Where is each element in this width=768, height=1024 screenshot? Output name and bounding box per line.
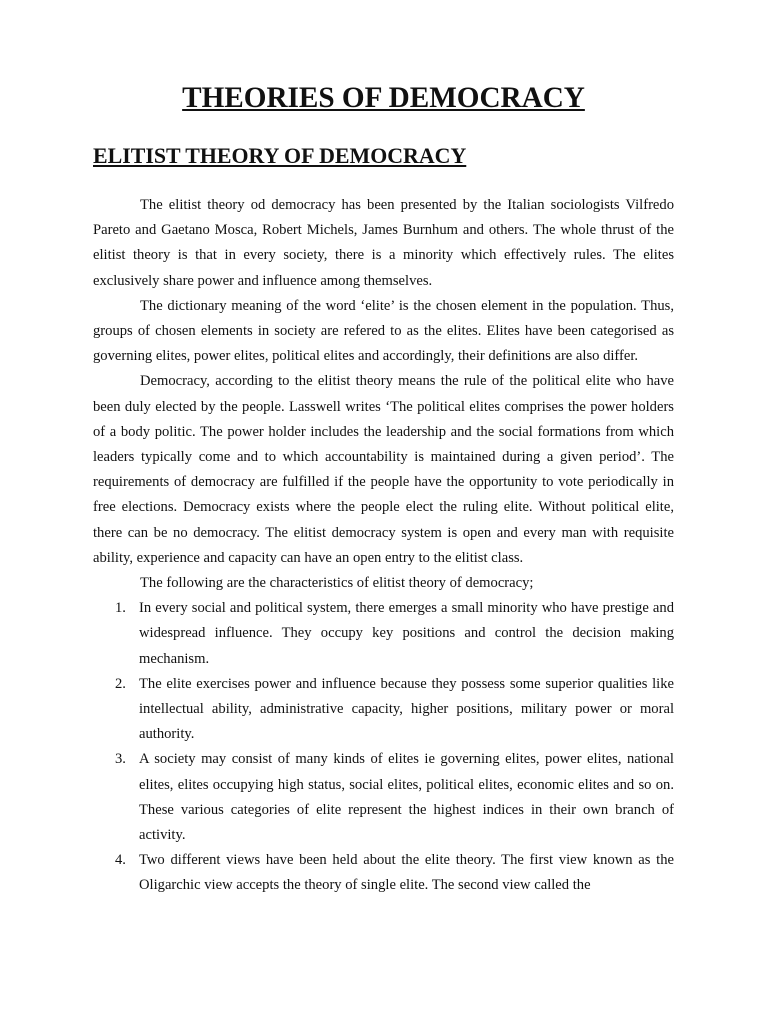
list-item (93, 848, 674, 898)
paragraph-intro: The elitist theory od democracy has been presented by the Italian sociologists Vilfredo Pareto and Gaetano Mosca, Robert Michels, James Burnhum and others. The whole thrust of the elitist theory is that in every society, there is a minority which effectively rules. The elites exclusively share power and influence among themselves. (93, 197, 674, 289)
list-item (93, 596, 674, 672)
document-title: THEORIES OF DEMOCRACY (182, 82, 585, 114)
list-item-text: A society may consist of many kinds of elites ie governing elites, power elites, national elites, elites occupying high status, social elites, political elites, economic elites and so on. These various categories of elite represent the highest indices in their own branch of activity. (139, 751, 674, 844)
list-item-number: 1. (115, 600, 126, 617)
list-item-number: 2. (115, 675, 126, 692)
paragraph-democracy: Democracy, according to the elitist theory means the rule of the political elite who have been duly elected by the people. Lasswell writes ‘The political elites comprises the power holders of a body politic. The power holder includes the leadership and the social formations from which leaders typically come and to which accountability is maintained during a given period’. The requirements of democracy are fulfilled if the people have the opportunity to vote periodically in free elections. Democracy exists where the people elect the ruling elite. Without political elite, there can be no democracy. The elitist democracy system is open and every man with requisite ability, experience and capacity can have an open entry to the elitist class. (93, 373, 674, 566)
list-item-number: 3. (115, 751, 126, 768)
list-item (93, 747, 674, 848)
list-item-number: 4. (115, 852, 126, 869)
characteristics-list (93, 596, 674, 898)
list-item (93, 672, 674, 748)
paragraph-definition: The dictionary meaning of the word ‘elite’ is the chosen element in the population. Thus, groups of chosen elements in society are refered to as the elites. Elites have been categorised as governing elites, power elites, political elites and accordingly, their definitions are also differ. (93, 297, 674, 365)
paragraph-characteristics-intro: The following are the characteristics of elitist theory of democracy; (140, 575, 534, 592)
document-page (93, 82, 674, 899)
list-item-text: Two different views have been held about the elite theory. The first view known as the Oligarchic view accepts the theory of single elite. The second view called the (139, 852, 674, 894)
list-item-text: In every social and political system, there emerges a small minority who have prestige and widespread influence. They occupy key positions and control the decision making mechanism. (139, 600, 674, 667)
list-item-text: The elite exercises power and influence because they possess some superior qualities like intellectual ability, administrative capacity, higher positions, military power or moral authority. (139, 675, 674, 743)
section-heading: ELITIST THEORY OF DEMOCRACY (93, 143, 467, 168)
